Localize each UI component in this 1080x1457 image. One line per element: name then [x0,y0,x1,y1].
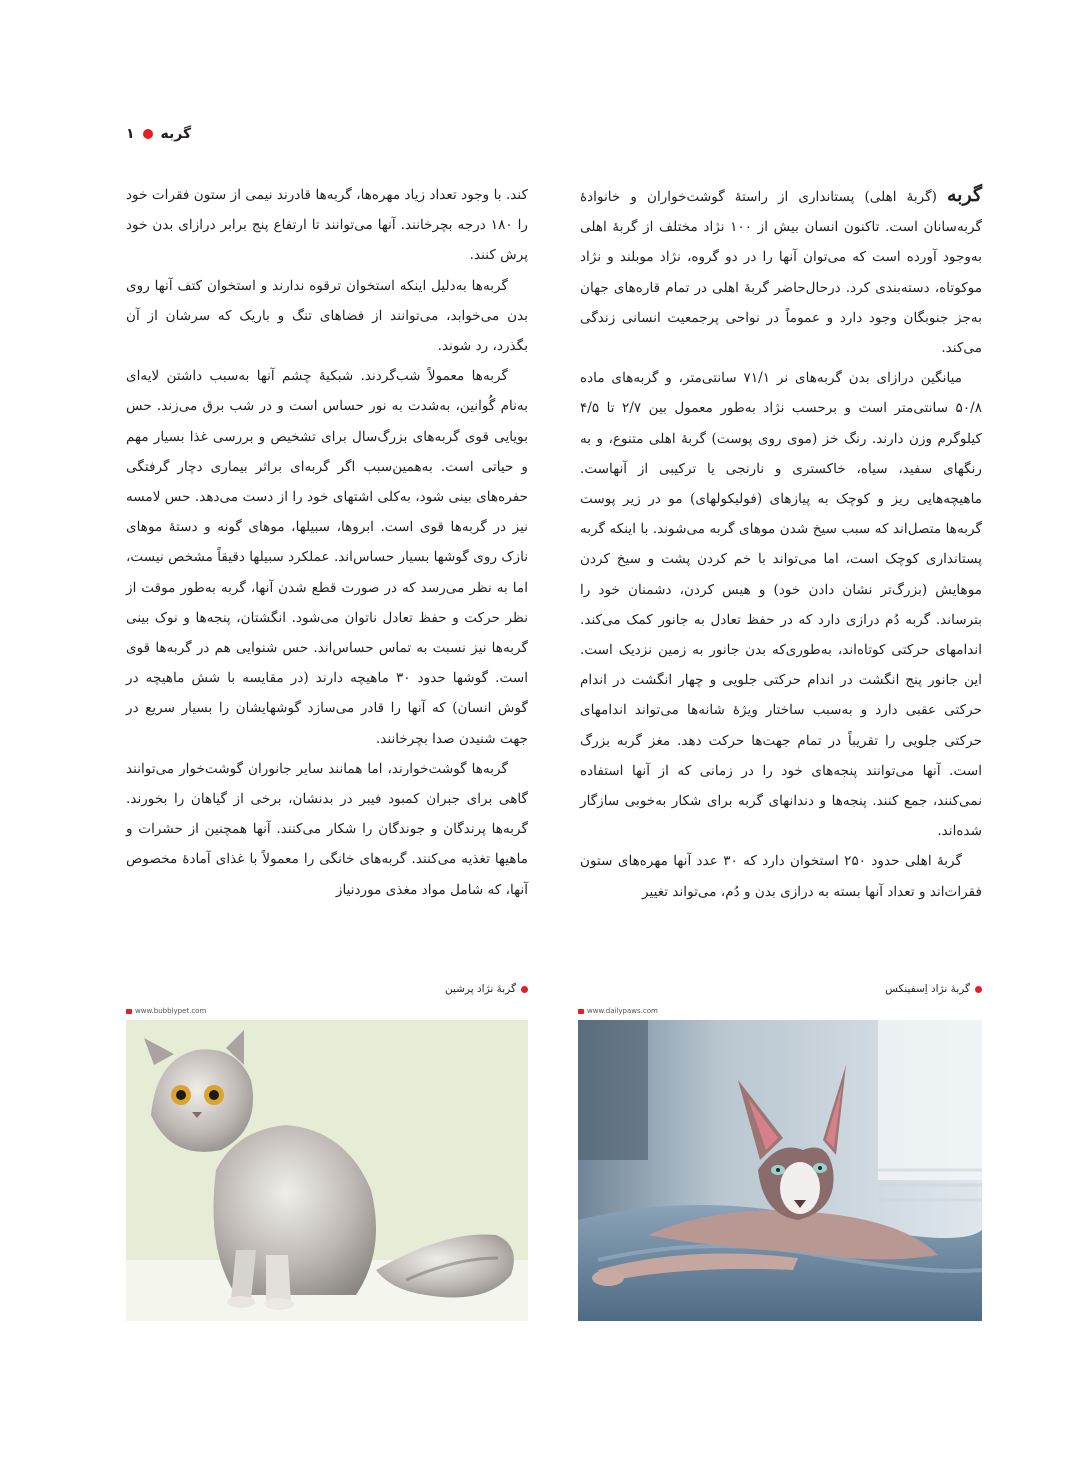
persian-cat-photo [126,1020,528,1321]
photo-credit-sphynx [578,1007,658,1015]
red-dot-icon [143,129,153,139]
persian-cat-illustration [126,1020,528,1321]
paragraph [580,180,982,363]
credit-text: www.bubblypet.com [135,1007,207,1015]
red-dot-icon [521,986,528,993]
entry-title: گربه [946,184,982,206]
left-column [126,180,528,905]
figure-caption-persian [442,983,528,995]
caption-text: گربهٔ نژاد پرشین [444,983,516,995]
header-title: گربه [160,126,192,142]
camera-icon [126,1009,132,1014]
photo-credit-persian [126,1007,206,1015]
sphynx-cat-photo [578,1020,982,1321]
page-number: ۱ [126,126,135,142]
paragraph-text: (گربهٔ اهلی) پستانداری از راستهٔ گوشت‌خواران و خانوادهٔ گربه‌سانان است. تاکنون انسان بیش از ۱۰۰ نژاد مختلف از گربهٔ اهلی به‌وجود آورده است که می‌توان آنها را در دو گروه، نژاد موبلند و نژاد موکوتاه، دسته‌بندی کرد. درحال‌حاضر گربهٔ اهلی در تمام قاره‌های جهان به‌جز جنوبگان وجود دارد و عموماً در نواحی پرجمعیت انسانی زندگی می‌کند. [580,189,982,357]
caption-text: گربهٔ نژاد اِسفینکس [885,983,970,995]
figure-caption-sphynx [885,983,982,995]
paragraph: گربه‌ها گوشت‌خوارند، اما همانند سایر جانوران گوشت‌خوار می‌توانند گاهی برای جبران کمبود فیبر در بدنشان، برخی از گیاهان را بخورند. گربه‌ها پرندگان و جوندگان را شکار می‌کنند. آنها همچنین از حشرات و ماهیها تغذیه می‌کنند. گربه‌های خانگی را معمولاً با غذای آمادهٔ مخصوص آنها، که شامل مواد مغذی موردنیاز [126,760,528,898]
right-column [580,180,982,907]
sphynx-cat-illustration [578,1020,982,1321]
paragraph: گربه‌ها به‌دلیل اینکه استخوان ترقوه ندارند و استخوان کتف آنها روی بدن می‌خوابد، می‌توانند از فضاهای تنگ و باریک که سرشان از آن بگذرد، رد شوند. [126,277,528,355]
credit-text: www.dailypaws.com [587,1007,658,1015]
red-dot-icon [975,986,982,993]
paragraph: گربهٔ اهلی حدود ۲۵۰ استخوان دارد که ۳۰ عدد آنها مهره‌های ستون فقرات‌اند و تعداد آنها بسته به درازی بدن و دُم، می‌تواند تغییر [580,853,982,900]
page-header [126,126,191,142]
paragraph: کند. با وجود تعداد زیاد مهره‌ها، گربه‌ها قادرند نیمی از ستون فقرات خود را ۱۸۰ درجه بچرخانند. آنها می‌توانند تا ارتفاع پنج برابر درازای بدن خود پرش کنند. [126,187,528,264]
paragraph: گربه‌ها معمولاً شب‌گردند. شبکیهٔ چشم آنها به‌سبب داشتن لایه‌ای به‌نام گُوانین، به‌شدت به نور حساس است و در شب برق می‌زند. حس بویایی قوی گربه‌های بزرگ‌سال برای تشخیص و بررسی غذا بسیار مهم و حیاتی است. به‌همین‌سبب اگر گربه‌ای براثر بیماری دچار گرفتگی حفره‌های بینی شود، به‌کلی اشتهای خود را از دست می‌دهد. حس لامسه نیز در گربه‌ها قوی است. ابروها، سبیلها، موهای گونه و دستهٔ موهای نازک روی گوشها بسیار حساس‌اند. عملکرد سبیلها دقیقاً مشخص نیست، اما به نظر می‌رسد که در صورت قطع شدن آنها، گربه به‌طور موقت از نظر حرکت و حفظ تعادل ناتوان می‌شود. انگشتان، پنجه‌ها و نوک بینی گربه‌ها نیز نسبت به تماس حساس‌اند. حس شنوایی هم در گربه‌ها قوی است. گوشها حدود ۳۰ ماهیچه دارند (در مقایسه با شش ماهیچه در گوش انسان) که آنها را قادر می‌سازد گوشهایشان را بسیار سریع در جهت شنیدن صدا بچرخانند. [126,368,528,747]
camera-icon [578,1009,584,1014]
paragraph: میانگین درازای بدن گربه‌های نر ۷۱/۱ سانتی‌متر، و گربه‌های ماده ۵۰/۸ سانتی‌متر است و برحسب نژاد به‌طور معمول بین ۲/۷ تا ۴/۵ کیلوگرم وزن دارند. رنگ خز (موی روی پوست) گربهٔ اهلی متنوع، و به رنگهای سفید، سیاه، خاکستری و نارنجی یا ترکیبی از آنهاست. ماهیچه‌هایی ریز و کوچک به پیازهای (فولیکولهای) مو در زیر پوست گربه‌ها متصل‌اند که سبب سیخ شدن موهای گربه می‌شوند. با اینکه گربه پستانداری کوچک است، اما می‌تواند با خم کردن پشت و سیخ کردن موهایش (بزرگ‌تر نشان دادن خود) و هیس کردن، دشمنان خود را بترساند. گربه دُم درازی دارد که در حفظ تعادل به جانور کمک می‌کند. اندامهای حرکتی کوتاه‌اند، به‌طوری‌که بدن جانور به زمین نزدیک است. این جانور پنج انگشت در اندام حرکتی جلویی و چهار انگشت در اندام حرکتی عقبی دارد و به‌سبب ساختار ویژهٔ شانه‌ها می‌تواند اندامهای حرکتی جلویی را تقریباً در تمام جهت‌ها حرکت دهد. مغز گربه بزرگ است. آنها می‌توانند پنجه‌های خود را در زمانی که از آنها استفاده نمی‌کنند، جمع کنند. پنجه‌ها و دندانهای گربه برای شکار به‌خوبی سازگار شده‌اند. [580,370,982,840]
